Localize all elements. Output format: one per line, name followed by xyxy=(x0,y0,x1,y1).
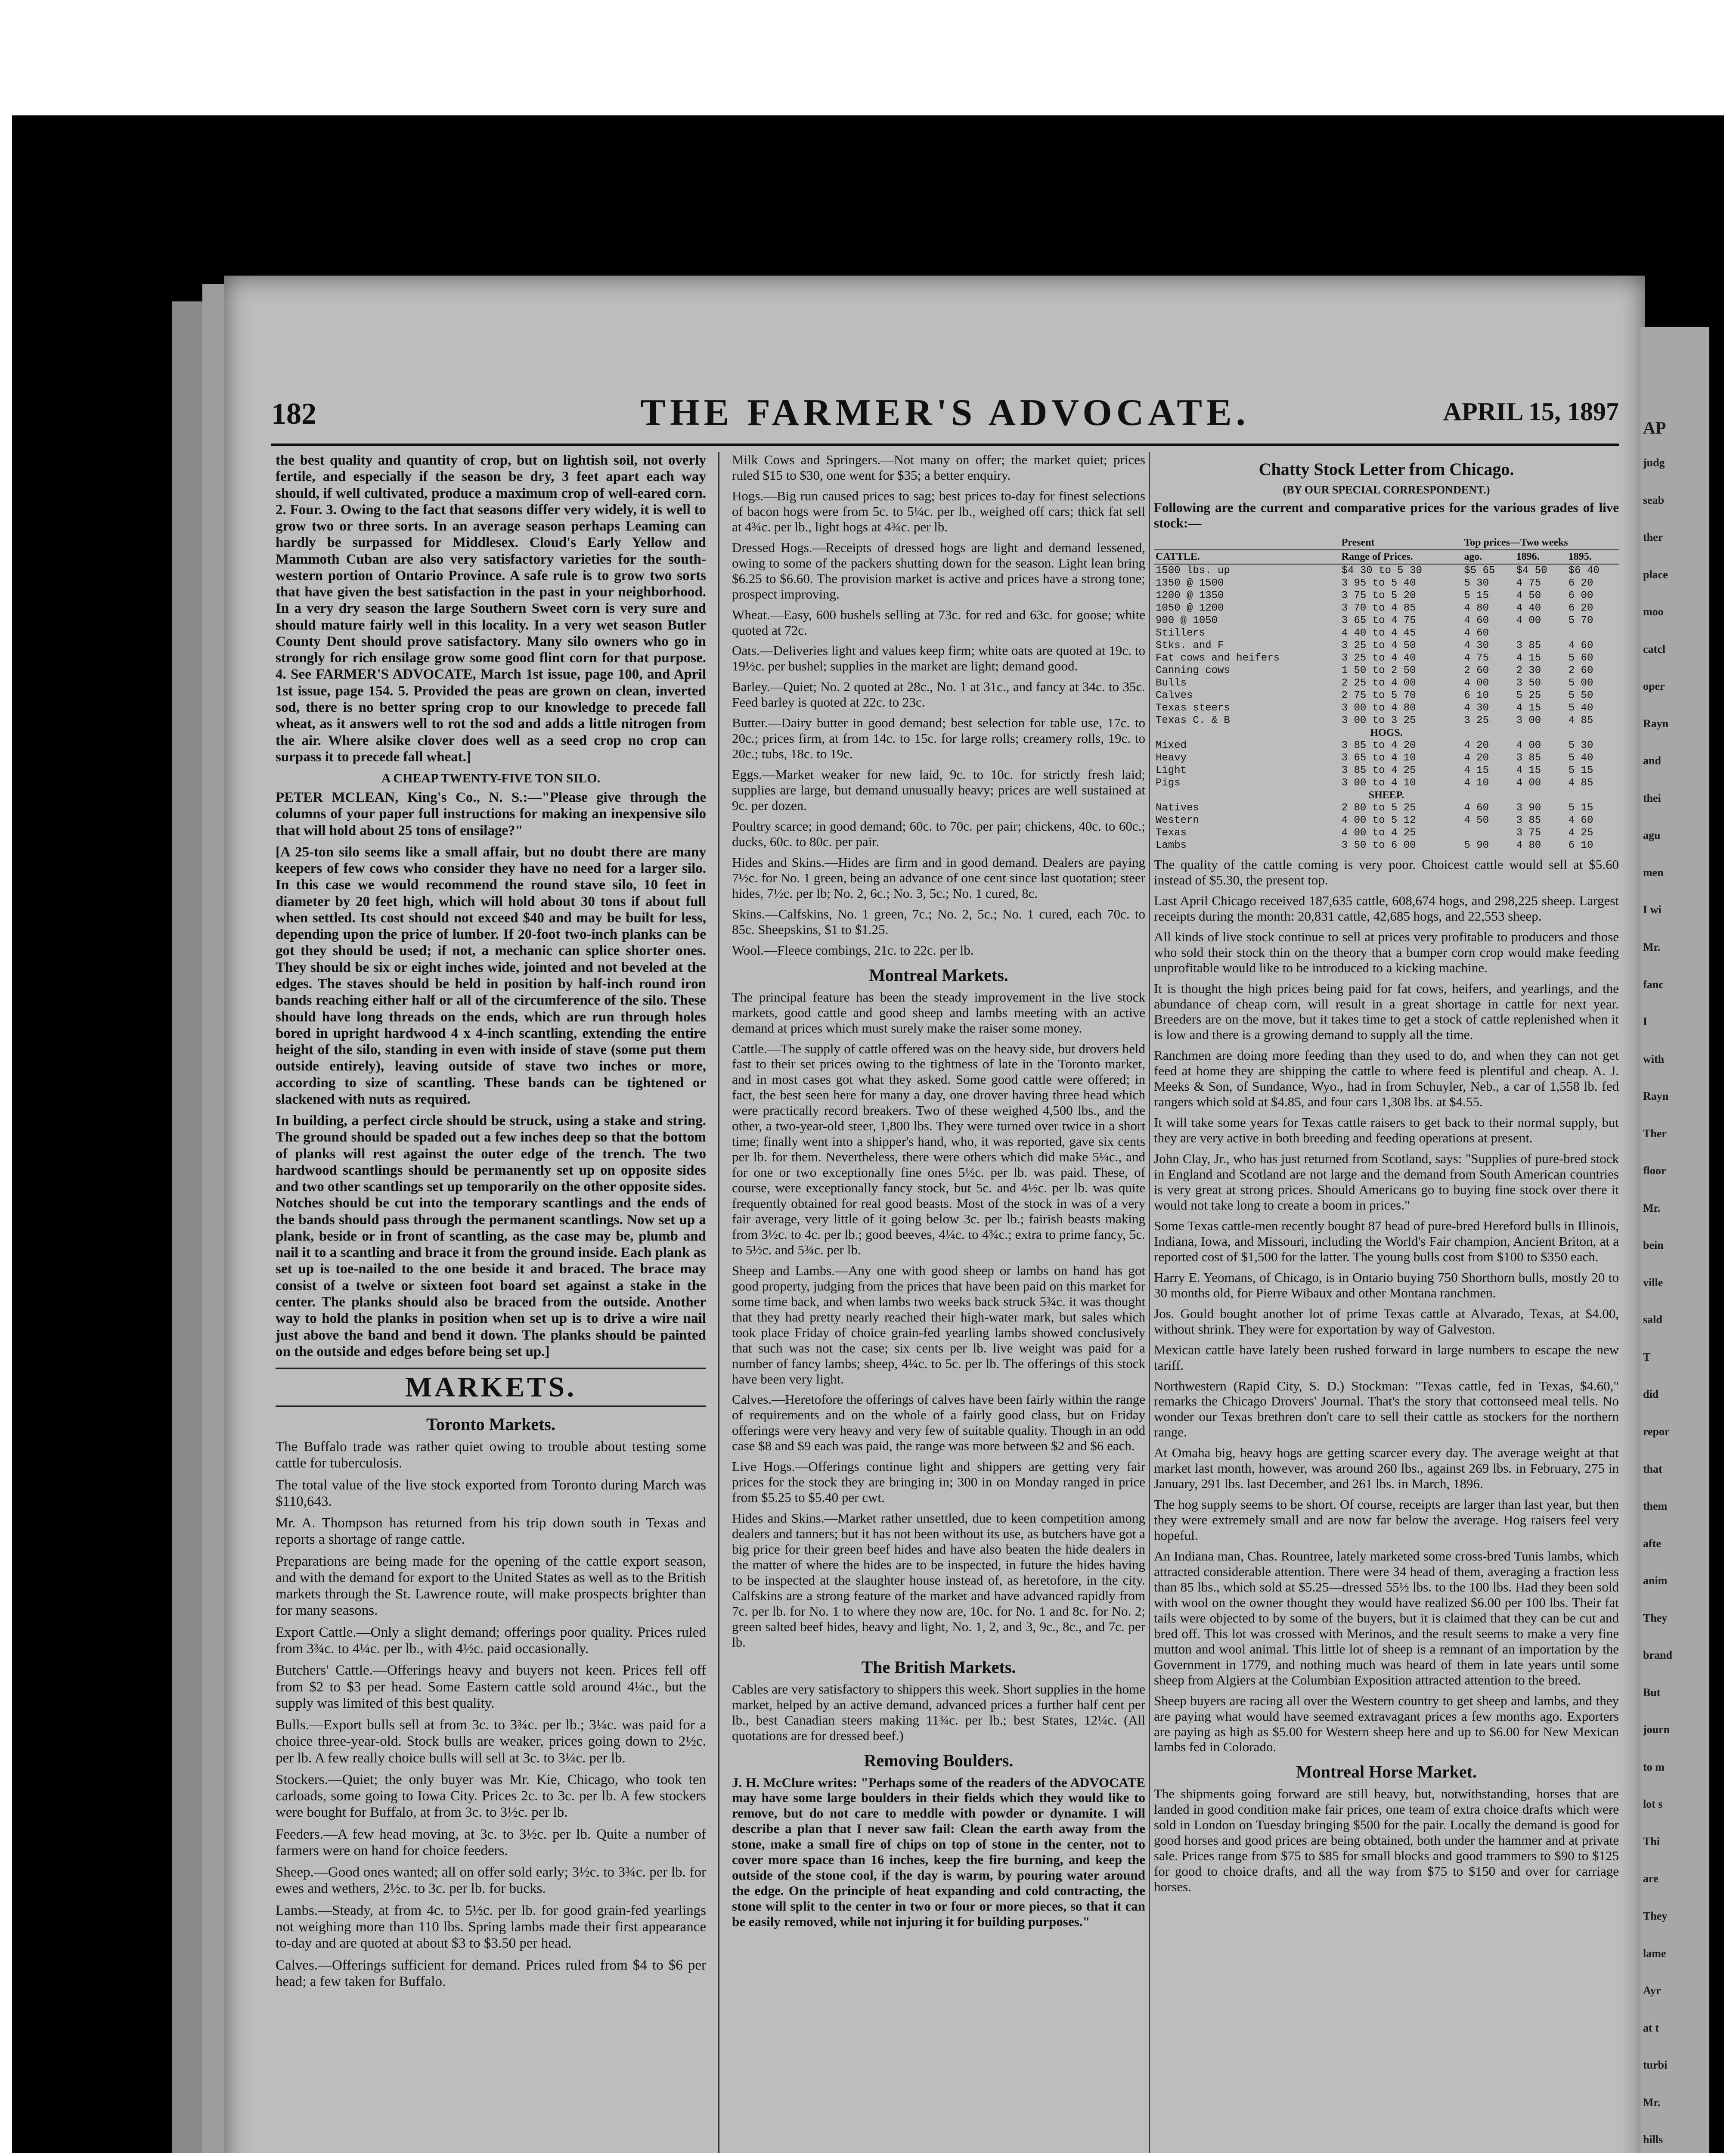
price-table-cell: 3 65 to 4 75 xyxy=(1341,614,1416,627)
adjacent-page-fragment: ther xyxy=(1643,531,1663,544)
price-table-cell: 4 85 xyxy=(1568,777,1593,789)
adjacent-page-fragment: Rayn xyxy=(1643,717,1669,730)
price-table-cell: 4 60 xyxy=(1464,627,1489,639)
price-table-cell: Mixed xyxy=(1156,739,1187,751)
removing-boulders-heading: Removing Boulders. xyxy=(864,1750,1014,1770)
article-paragraph: Bulls.—Export bulls sell at from 3c. to 3¾c. per lb.; 3¼c. was paid for a choice three-year-old. Stock bulls are weaker, prices going down to 2½c. per lb. A few really choice bulls will sell at 3c. to 3¼c. per lb. xyxy=(276,1717,706,1766)
price-table-cell: 5 30 xyxy=(1568,739,1593,751)
adjacent-page-fragment: Ayr xyxy=(1643,1984,1661,1997)
price-table-header-cell: Top prices—Two weeks xyxy=(1462,536,1619,550)
article-paragraph: Sheep and Lambs.—Any one with good sheep or lambs on hand has got good property, judging from the prices that have been paid on this market for some time back, and when lambs two weeks back struck 5¾c. it was thought that they had pretty nearly reached their high-water mark, but sales which took place Friday of choice grain-fed yearling lambs showed conclusively that such was not the case; six cents per lb. live weight was paid for a number of fancy lambs; sheep, 4¼c. to 5c. per lb. The offerings of this stock have been very light. xyxy=(732,1263,1145,1387)
adjacent-page-fragment: did xyxy=(1643,1388,1659,1401)
adjacent-page-fragment: turbi xyxy=(1643,2059,1668,2072)
price-table-cell: 3 25 xyxy=(1464,714,1489,726)
adjacent-page-fragment: repor xyxy=(1643,1425,1670,1438)
article-paragraph: Mr. A. Thompson has returned from his trip down south in Texas and reports a shortage of range cattle. xyxy=(276,1515,706,1548)
article-paragraph: Some Texas cattle-men recently bought 87 head of pure-bred Hereford bulls in Illinois, Indiana, Iowa, and Missouri, including the World's Fair champion, Ancient Briton, at a reported cost of $1,500 for the latter. The young bulls cost from $100 to $350 each. xyxy=(1154,1218,1619,1264)
chicago-letter-heading: Chatty Stock Letter from Chicago. xyxy=(1259,459,1514,479)
article-paragraph: The Buffalo trade was rather quiet owing to trouble about testing some cattle for tuberculosis. xyxy=(276,1439,706,1471)
article-paragraph: Wheat.—Easy, 600 bushels selling at 73c. for red and 63c. for goose; white quoted at 72c. xyxy=(732,607,1145,638)
price-table-cell: 3 75 to 5 20 xyxy=(1341,589,1416,602)
article-paragraph: Northwestern (Rapid City, S. D.) Stockman: "Texas cattle, fed in Texas, $4.60," remarks the Chicago Drovers' Journal. That's the story that cottonseed meal tells. No wonder our Texas brethren don't care to sell their cattle as stockers for the northern range. xyxy=(1154,1378,1619,1440)
price-table-cell: 5 15 xyxy=(1464,589,1489,602)
article-paragraph: The total value of the live stock exported from Toronto during March was $110,643. xyxy=(276,1477,706,1509)
price-table-cell: 3 95 to 5 40 xyxy=(1341,577,1416,589)
adjacent-page-fragment: brand xyxy=(1643,1649,1672,1662)
article-paragraph: Butchers' Cattle.—Offerings heavy and buyers not keen. Prices fell off from $2 to $3 per head. Some Eastern cattle sold around 4¼c., but the supply was limited of this best quality. xyxy=(276,1663,706,1711)
price-table-header-cell: 1895. xyxy=(1567,550,1619,564)
price-table-row xyxy=(1154,802,1619,814)
price-table-cell: 1350 @ 1500 xyxy=(1156,577,1224,589)
price-table-cell: 5 30 xyxy=(1464,577,1489,589)
price-table-cell: Texas C. & B xyxy=(1156,714,1230,726)
article-paragraph: The quality of the cattle coming is very poor. Choicest cattle would sell at $5.60 instead of $5.30, the present top. xyxy=(1154,856,1619,887)
adjacent-page-fragment: thei xyxy=(1643,791,1661,804)
issue-date: APRIL 15, 1897 xyxy=(1443,397,1619,426)
price-table-cell: 4 15 xyxy=(1516,702,1541,714)
chicago-letter-intro: Following are the current and comparative prices for the various grades of live stock:— xyxy=(1154,500,1619,530)
price-table-cell: Pigs xyxy=(1156,777,1181,789)
price-table-cell: 5 60 xyxy=(1568,652,1593,664)
price-table-cell: 900 @ 1050 xyxy=(1156,614,1218,627)
montreal-markets-heading: Montreal Markets. xyxy=(869,965,1008,985)
price-table-cell xyxy=(1515,627,1567,639)
adjacent-page-fragment: anim xyxy=(1643,1574,1668,1587)
article-paragraph: Barley.—Quiet; No. 2 quoted at 28c., No. 1 at 31c., and fancy at 34c. to 35c. Feed barley is quoted at 22c. to 23c. xyxy=(732,679,1145,710)
adjacent-page-fragment: lot s xyxy=(1643,1798,1663,1811)
article-paragraph: Jos. Gould bought another lot of prime Texas cattle at Alvarado, Texas, at $4.00, without shrink. They were for exportation by way of Galveston. xyxy=(1154,1306,1619,1337)
price-table-cell: 4 00 xyxy=(1516,614,1541,627)
price-table-cell: 4 20 xyxy=(1464,752,1489,764)
toronto-markets-heading: Toronto Markets. xyxy=(426,1415,555,1434)
price-table-cell: 6 20 xyxy=(1568,602,1593,614)
adjacent-page-strip xyxy=(1640,327,1709,2153)
price-table-row xyxy=(1154,577,1619,589)
price-table-row xyxy=(1154,564,1619,577)
price-table-row xyxy=(1154,827,1619,839)
price-table-cell: 3 00 to 3 25 xyxy=(1341,714,1416,726)
price-table-cell: 4 60 xyxy=(1568,814,1593,826)
toronto-markets-continued xyxy=(732,452,1145,958)
article-paragraph: Feeders.—A few head moving, at 3c. to 3½c. per lb. Quite a number of farmers were on hand for choice feeders. xyxy=(276,1826,706,1858)
article-paragraph: Stockers.—Quiet; the only buyer was Mr. Kie, Chicago, who took ten carloads, some going to Iowa City. Prices 2c. to 3c. per lb. A few stockers were bought for Buffalo, at from 3c. to 3½c. per lb. xyxy=(276,1771,706,1821)
corn-answer xyxy=(276,452,706,765)
article-paragraph: Dressed Hogs.—Receipts of dressed hogs are light and demand lessened, owing to some of the packers shutting down for the season. Light lean bring $6.25 to $6.60. The provision market is active and prices have a strong tone; prospect improving. xyxy=(732,540,1145,602)
price-table-cell: 4 80 xyxy=(1464,602,1489,614)
price-table-row xyxy=(1154,652,1619,664)
article-paragraph: The shipments going forward are still heavy, but, notwithstanding, horses that are landed in good condition make fair prices, one team of extra choice drafts which were sold in London on Tuesday bringing $500 for the pair. Locally the demand is good for good horses and good prices are being obtained, both under the hammer and at private sale. Prices range from $75 to $85 for small blocks and good trammers to $90 to $125 for good to choice drafts, and all the way from $75 to $150 and over for carriage horses. xyxy=(1154,1786,1619,1895)
page-number: 182 xyxy=(271,397,316,431)
price-table-group-label: SHEEP. xyxy=(1368,789,1404,801)
price-table-cell: 4 00 xyxy=(1516,777,1541,789)
price-table-cell: 4 40 xyxy=(1516,602,1541,614)
toronto-markets-article xyxy=(276,1439,706,1990)
british-markets-heading: The British Markets. xyxy=(861,1657,1016,1677)
price-table-cell: 4 15 xyxy=(1516,652,1541,664)
article-paragraph: Calves.—Offerings sufficient for demand. Prices ruled from $4 to $6 per head; a few taken for Buffalo. xyxy=(276,1957,706,1989)
price-table-header-cell: 1896. xyxy=(1515,550,1567,564)
price-table-header xyxy=(1154,550,1619,564)
price-table-cell: 4 50 xyxy=(1516,589,1541,602)
article-paragraph: Milk Cows and Springers.—Not many on offer; the market quiet; prices ruled $15 to $30, one went for $35; a better enquiry. xyxy=(732,452,1145,483)
adjacent-page-fragment: Thi xyxy=(1643,1835,1660,1848)
price-table-row xyxy=(1154,839,1619,852)
price-table-cell: Texas steers xyxy=(1156,702,1230,714)
article-paragraph: Harry E. Yeomans, of Chicago, is in Ontario buying 750 Shorthorn bulls, mostly 20 to 30 months old, for Pierre Wibaux and other Montana ranchmen. xyxy=(1154,1269,1619,1300)
article-paragraph: Cattle.—The supply of cattle offered was on the heavy side, but drovers held fast to their set prices owing to the tightness of late in the Toronto market, and in most cases got what they asked. Some good cattle were offered; in fact, the best seen here for many a day, one drover having three head which were practically record breakers. Two of these weighed 4,500 lbs., and the other, a two-year-old steer, 1,800 lbs. They were turned over twice in a short time; finally went into a shipper's hand, who, it was reported, gave six cents per lb. for them. Nevertheless, there were others which did make 5¼c., and for one or two exceptionally fine ones 5½c. per lb. was paid. These, of course, were exceptionally fancy stock, but 5c. and 4½c. per lb. was quite frequently obtained for real good beasts. Most of the stock in was of a very fair average, very little of it going below 3c. per lb.; fairish beasts making from 3½c. to 4c. per lb.; good beeves, 4¼c. to 4¾c.; extra to prime fancy, 5c. to 5½c. and 5¾c. per lb. xyxy=(732,1041,1145,1257)
price-table-row xyxy=(1154,727,1619,739)
price-table-header-cell: CATTLE. xyxy=(1154,550,1340,564)
price-table-cell: 3 85 xyxy=(1516,814,1541,826)
article-paragraph: Preparations are being made for the opening of the cattle export season, and with the demand for export to the United States as well as to the British markets through the St. Lawrence route, will make prospects brighter than for many seasons. xyxy=(276,1553,706,1619)
price-table-row xyxy=(1154,777,1619,789)
chicago-letter-article xyxy=(1154,857,1619,1755)
adjacent-page-fragment: They xyxy=(1643,1910,1668,1922)
article-paragraph: Mexican cattle have lately been rushed forward in large numbers to escape the new tariff. xyxy=(1154,1342,1619,1373)
column-divider-1 xyxy=(718,452,719,2153)
price-table-cell: 4 40 to 4 45 xyxy=(1341,627,1416,639)
silo-heading: A CHEAP TWENTY-FIVE TON SILO. xyxy=(381,771,601,786)
masthead-rule xyxy=(271,444,1619,446)
adjacent-page-fragment: them xyxy=(1643,1500,1668,1513)
newspaper-title: THE FARMER'S ADVOCATE. xyxy=(640,392,1250,434)
adjacent-page-fragment: But xyxy=(1643,1686,1661,1699)
article-paragraph: An Indiana man, Chas. Rountree, lately marketed some cross-bred Tunis lambs, which attracted considerable attention. There were 34 head of them, averaging a fraction less than 85 lbs., which sold at $5.25—dressed 55½ lbs. to the 100 lbs. Had they been sold with wool on the owner thought they would have realized $6.00 per 100 lbs. Their fat tails were objected to by some of the buyers, but it is claimed that they can be cut and bred off. This lot was crossed with Merinos, and the result seems to make a very fine mutton and wool animal. This little lot of sheep is a remnant of an importation by the Government in 1779, and nothing much was heard of them in late years until some sheep from Algiers at the Columbian Exposition attracted attention to the breed. xyxy=(1154,1548,1619,1688)
price-table-cell: Lambs xyxy=(1156,839,1187,851)
adjacent-page-fragment: Ther xyxy=(1643,1127,1667,1140)
adjacent-page-fragment: Rayn xyxy=(1643,1090,1669,1103)
scan-margin-right xyxy=(1724,0,1736,2153)
price-table-cell: 5 00 xyxy=(1568,677,1593,689)
price-table-row xyxy=(1154,677,1619,689)
article-paragraph: It will take some years for Texas cattle raisers to get back to their normal supply, but they are very active in both breeding and feeding operations at present. xyxy=(1154,1115,1619,1146)
price-table-cell: 4 30 xyxy=(1464,639,1489,651)
article-paragraph: Sheep.—Good ones wanted; all on offer sold early; 3½c. to 3¾c. per lb. for ewes and wethers, 2½c. to 3c. per lb. for bucks. xyxy=(276,1864,706,1897)
adjacent-page-header: AP xyxy=(1643,418,1666,437)
adjacent-page-fragment: afte xyxy=(1643,1537,1661,1550)
article-paragraph: Live Hogs.—Offerings continue light and shippers are getting very fair prices for the stock they are bringing in; 300 in on Monday ranged in price from $5.25 to $5.40 per cwt. xyxy=(732,1459,1145,1505)
article-paragraph: Export Cattle.—Only a slight demand; offerings poor quality. Prices ruled from 3¾c. to 4¼c. per lb., with 4½c. paid occasionally. xyxy=(276,1624,706,1657)
price-table-row xyxy=(1154,664,1619,677)
article-paragraph: It is thought the high prices being paid for fat cows, heifers, and yearlings, and the abundance of cheap corn, will result in a great shortage in cattle for next year. Breeders are on the move, but it takes time to get a stock of cattle replenished when it is low and there is a growing demand to supply all the time. xyxy=(1154,980,1619,1042)
price-table-cell: 5 50 xyxy=(1568,689,1593,701)
price-table-header-cell: Range of Prices. xyxy=(1340,550,1463,564)
price-table-row xyxy=(1154,752,1619,764)
price-table-cell: 4 00 to 4 25 xyxy=(1341,827,1416,839)
adjacent-page-fragment: journ xyxy=(1643,1723,1670,1736)
price-table-cell: 4 15 xyxy=(1464,764,1489,776)
adjacent-page-fragment: place xyxy=(1643,568,1668,581)
article-paragraph: Cables are very satisfactory to shippers this week. Short supplies in the home market, helped by an active demand, advanced prices a further half cent per lb., best Canadian steers making 11¾c. per lb.; best States, 12¼c. (All quotations are for dressed beef.) xyxy=(732,1681,1145,1743)
price-table-cell: 1 50 to 2 50 xyxy=(1341,664,1416,676)
article-paragraph: J. H. McClure writes: "Perhaps some of the readers of the ADVOCATE may have some large boulders in their fields which they would like to remove, but do not care to meddle with powder or dynamite. I will describe a plan that I never saw fail: Clean the earth away from the stone, make a small fire of chips on top of stone in the center, not to cover more space than 16 inches, keep the fire burning, and keep the outside of the stone cool, if the day is warm, by pouring water around the edge. On the principle of heat expanding and cold contracting, the stone will split to the center in two or four or more pieces, so that it can be easily removed, while not injuring it for building purposes." xyxy=(732,1775,1145,1930)
price-table-cell: 4 60 xyxy=(1464,614,1489,627)
scan-margin-left xyxy=(0,0,12,2153)
article-paragraph: Last April Chicago received 187,635 cattle, 608,674 hogs, and 298,225 sheep. Largest receipts during the month: 20,831 cattle, 42,685 hogs, and 22,553 sheep. xyxy=(1154,893,1619,924)
price-table-cell: 6 10 xyxy=(1464,689,1489,701)
price-table-cell: 3 50 xyxy=(1516,677,1541,689)
article-paragraph: All kinds of live stock continue to sell at prices very profitable to producers and those who sold their stock thin on the theory that a bumper corn crop would make feeding unprofitable would like to be introduced to a kicking machine. xyxy=(1154,929,1619,975)
adjacent-page-fragment: Mr. xyxy=(1643,2096,1661,2109)
price-table-cell: 2 80 to 5 25 xyxy=(1341,802,1416,814)
live-stock-price-table xyxy=(1154,536,1619,852)
price-table-cell: 1500 lbs. up xyxy=(1156,565,1230,577)
price-table-cell: 2 60 xyxy=(1568,664,1593,676)
price-table-group-header xyxy=(1154,536,1619,550)
adjacent-page-fragment: and xyxy=(1643,754,1661,767)
adjacent-page-fragment: Mr. xyxy=(1643,941,1661,953)
price-table-cell: 3 90 xyxy=(1516,802,1541,814)
adjacent-page-fragment: moo xyxy=(1643,605,1664,618)
article-paragraph: Skins.—Calfskins, No. 1 green, 7c.; No. 2, 5c.; No. 1 cured, each 70c. to 85c. Sheepskins, $1 to $1.25. xyxy=(732,906,1145,937)
price-table-cell: 3 85 to 4 20 xyxy=(1341,739,1416,751)
adjacent-page-fragment: catcl xyxy=(1643,642,1665,655)
price-table-cell: Canning cows xyxy=(1156,664,1230,676)
article-paragraph: Butter.—Dairy butter in good demand; best selection for table use, 17c. to 20c.; prices firm, at from 14c. to 15c. for large rolls; creamery rolls, 19c. to 20c.; tubs, 18c. to 19c. xyxy=(732,715,1145,762)
price-table-cell: 1050 @ 1200 xyxy=(1156,602,1224,614)
column-divider-2 xyxy=(1149,452,1150,2153)
adjacent-page-fragment: ville xyxy=(1643,1276,1663,1289)
price-table-cell: Calves xyxy=(1156,689,1193,701)
article-paragraph: the best quality and quantity of crop, but on lightish soil, not overly fertile, and especially if the season be dry, 3 feet apart each way should, if well cultivated, produce a maximum crop of well-eared corn. 2. Four. 3. Owing to the fact that seasons differ very widely, it is well to grow two or three sorts. In an average season perhaps Leaming can hardly be surpassed for Middlesex. Cloud's Early Yellow and Mammoth Cuban are also very satisfactory varieties for the south-western portion of Ontario Province. A safe rule is to grow two sorts that have given the best satisfaction in the past in your neighborhood. In a very dry season the large Southern Sweet corn is very sure and should mature fairly well in this locality. In a very wet season Butler County Dent should prove satisfactory. Many silo owners who go in strongly for rich ensilage grow some good flint corn for that purpose. 4. See FARMER'S ADVOCATE, March 1st issue, page 100, and April 1st issue, page 154. 5. Provided the peas are grown on clean, inverted sod, there is no better spring crop to our knowledge to precede fall wheat, as it answers well to rot the sod and adds a little nitrogen from the air. Where alsike clover does well as a seed crop no crop can surpass it to precede fall wheat.] xyxy=(276,453,706,765)
markets-heading: MARKETS. xyxy=(276,1368,706,1407)
price-table-cell: 4 00 xyxy=(1464,677,1489,689)
price-table-header-cell: Present xyxy=(1340,536,1463,550)
price-table-cell: 4 75 xyxy=(1464,652,1489,664)
adjacent-page-fragment: oper xyxy=(1643,680,1665,693)
price-table-row xyxy=(1154,814,1619,827)
price-table-cell: 2 25 to 4 00 xyxy=(1341,677,1416,689)
scan-margin-top xyxy=(0,0,1736,115)
price-table-cell: 6 20 xyxy=(1568,577,1593,589)
price-table-cell: Stillers xyxy=(1156,627,1206,639)
article-paragraph: At Omaha big, heavy hogs are getting scarcer every day. The average weight at that market last month, however, was around 260 lbs., against 269 lbs. in February, 275 in January, 291 lbs. last December, and 261 lbs. in March, 1896. xyxy=(1154,1445,1619,1492)
price-table-cell: 4 60 xyxy=(1568,639,1593,651)
adjacent-page-fragment: bein xyxy=(1643,1239,1664,1252)
price-table-cell: 4 00 xyxy=(1516,739,1541,751)
article-paragraph: PETER MCLEAN, King's Co., N. S.:—"Please give through the columns of your paper full instructions for making an inexpensive silo that will hold about 25 tons of ensilage?" xyxy=(276,790,706,838)
price-table-row xyxy=(1154,702,1619,714)
price-table-group-label: HOGS. xyxy=(1370,727,1403,738)
adjacent-page-fragment: hills xyxy=(1643,2133,1663,2146)
price-table-row xyxy=(1154,627,1619,639)
price-table-cell: $4 50 xyxy=(1516,565,1547,577)
article-paragraph: Oats.—Deliveries light and values keep firm; white oats are quoted at 19c. to 19½c. per bushel; supplies in the market are light; demand good. xyxy=(732,643,1145,674)
masthead xyxy=(271,388,1619,439)
column-2 xyxy=(732,452,1145,2153)
price-table-cell: 4 60 xyxy=(1464,802,1489,814)
price-table-cell: 2 30 xyxy=(1516,664,1541,676)
silo-article xyxy=(276,789,706,1360)
price-table-header-cell: ago. xyxy=(1462,550,1514,564)
adjacent-page-fragment: are xyxy=(1643,1872,1658,1885)
price-table-cell: 2 75 to 5 70 xyxy=(1341,689,1416,701)
price-table-cell: 3 85 to 4 25 xyxy=(1341,764,1416,776)
article-paragraph: Eggs.—Market weaker for new laid, 9c. to 10c. for strictly fresh laid; supplies are large, but demand unusually heavy; prices are well sustained at 9c. per dozen. xyxy=(732,767,1145,813)
price-table-cell: 3 50 to 6 00 xyxy=(1341,839,1416,851)
article-paragraph: Lambs.—Steady, at from 4c. to 5½c. per lb. for good grain-fed yearlings not weighing more than 110 lbs. Spring lambs made their first appearance to-day and are quoted at about $3 to $3.50 per head. xyxy=(276,1902,706,1951)
price-table-row xyxy=(1154,714,1619,727)
article-paragraph: The hog supply seems to be short. Of course, receipts are larger than last year, but then they were extremely small and are now far below the average. Hog raisers feel very hopeful. xyxy=(1154,1497,1619,1543)
price-table-cell: 4 50 xyxy=(1464,814,1489,826)
price-table-cell: Bulls xyxy=(1156,677,1187,689)
price-table-cell: 4 00 to 5 12 xyxy=(1341,814,1416,826)
adjacent-page-fragment: floor xyxy=(1643,1164,1666,1177)
price-table-cell: Texas xyxy=(1156,827,1187,839)
price-table-cell: 5 15 xyxy=(1568,802,1593,814)
article-paragraph: Hides and Skins.—Market rather unsettled, due to keen competition among dealers and tanners; but it has not been without its use, as butchers have got a big price for their green beef hides and have also beaten the hide dealers in the matter of where the hides are to be inspected, in future the hides having to be inspected at the slaughter house instead of, as heretofore, in the city. Calfskins are a strong feature of the market and have advanced rapidly from 7c. per lb. for No. 1 to where they now are, 10c. for No. 1 and 8c. for No. 2; green salted beef hides, heavy and light, No. 1, 2, and 3, 9c., 8c., and 7c. per lb. xyxy=(732,1511,1145,1650)
montreal-horse-market-article xyxy=(1154,1786,1619,1895)
adjacent-page-fragment: I wi xyxy=(1643,903,1662,916)
price-table-cell: Natives xyxy=(1156,802,1199,814)
price-table-cell: 3 25 to 4 50 xyxy=(1341,639,1416,651)
price-table-cell: 4 20 xyxy=(1464,739,1489,751)
adjacent-page-fragment: fanc xyxy=(1643,978,1664,991)
price-table-cell: $6 40 xyxy=(1568,565,1600,577)
price-table-cell: 5 70 xyxy=(1568,614,1593,627)
adjacent-page-fragment: judg xyxy=(1643,456,1665,469)
british-markets-article xyxy=(732,1681,1145,1743)
price-table-cell: 3 00 xyxy=(1516,714,1541,726)
price-table-cell: Western xyxy=(1156,814,1199,826)
price-table-cell: Light xyxy=(1156,764,1187,776)
price-table-cell: Heavy xyxy=(1156,752,1187,764)
price-table-cell: 6 00 xyxy=(1568,589,1593,602)
price-table-row xyxy=(1154,689,1619,702)
price-table-row xyxy=(1154,589,1619,602)
price-table-cell: 4 15 xyxy=(1516,764,1541,776)
price-table-cell: $5 65 xyxy=(1464,565,1495,577)
adjacent-page-fragment: to m xyxy=(1643,1760,1665,1773)
article-paragraph: Hogs.—Big run caused prices to sag; best prices to-day for finest selections of bacon hogs were from 5c. to 5¼c. per lb., weighed off cars; thick fat sell at 4¾c. per lb., light hogs at 4¾c. per lb. xyxy=(732,488,1145,534)
adjacent-page-fragment: at t xyxy=(1643,2021,1659,2034)
price-table-cell: 3 65 to 4 10 xyxy=(1341,752,1416,764)
price-table-cell: 5 15 xyxy=(1568,764,1593,776)
price-table-cell: 3 00 to 4 80 xyxy=(1341,702,1416,714)
price-table-cell: 4 80 xyxy=(1516,839,1541,851)
price-table-cell: 3 25 to 4 40 xyxy=(1341,652,1416,664)
price-table-cell: 6 10 xyxy=(1568,839,1593,851)
price-table-row xyxy=(1154,602,1619,614)
adjacent-page-fragment: agu xyxy=(1643,829,1661,842)
article-paragraph: The principal feature has been the steady improvement in the live stock markets, good cattle and good sheep and lambs meeting with an active demand at prices which must surely make the raiser some money. xyxy=(732,989,1145,1036)
column-1 xyxy=(276,452,706,2153)
price-table-cell: $4 30 to 5 30 xyxy=(1341,565,1422,577)
price-table-row xyxy=(1154,764,1619,777)
price-table-cell: 3 75 xyxy=(1516,827,1541,839)
adjacent-page-fragment: T xyxy=(1643,1350,1651,1363)
price-table-header-cell xyxy=(1154,536,1340,550)
adjacent-page-fragment: Mr. xyxy=(1643,1201,1661,1214)
chicago-letter-byline: (BY OUR SPECIAL CORRESPONDENT.) xyxy=(1283,484,1490,496)
price-table-cell: 4 30 xyxy=(1464,702,1489,714)
montreal-markets-article xyxy=(732,990,1145,1650)
price-table-row xyxy=(1154,789,1619,802)
price-table-cell: 3 00 to 4 10 xyxy=(1341,777,1416,789)
price-table-cell: 2 60 xyxy=(1464,664,1489,676)
article-paragraph: John Clay, Jr., who has just returned from Scotland, says: "Supplies of pure-bred stock in England and Scotland are not large and the demand from South American countries is very great at strong prices. Should Americans go to buying fine stock over there it would not take long to create a boom in prices." xyxy=(1154,1151,1619,1213)
price-table-row xyxy=(1154,739,1619,752)
price-table-cell: 3 85 xyxy=(1516,639,1541,651)
adjacent-page-fragment: seab xyxy=(1643,493,1665,506)
montreal-horse-market-heading: Montreal Horse Market. xyxy=(1296,1762,1477,1782)
article-paragraph: Hides and Skins.—Hides are firm and in good demand. Dealers are paying 7½c. for No. 1 green, being an advance of one cent since last quotation; steer hides, 7½c. per lb; No. 2, 6c.; No. 3, 5c.; No. 1 cured, 8c. xyxy=(732,854,1145,901)
price-table-cell: Stks. and F xyxy=(1156,639,1224,651)
article-paragraph: Wool.—Fleece combings, 21c. to 22c. per lb. xyxy=(732,942,974,958)
price-table-cell: 1200 @ 1350 xyxy=(1156,589,1224,602)
article-paragraph: In building, a perfect circle should be struck, using a stake and string. The ground should be spaded out a few inches deep so that the bottom of planks will rest against the outer edge of the trench. The two hardwood scantlings should be permanently set up on opposite sides and two other scantlings set up temporarily on the other opposite sides. Notches should be cut into the temporary scantlings and the ends of the bands should pass through the permanent scantlings. Now set up a plank, beside or in front of scantling, as the case may be, plumb and nail it to a scantling and brace it from the ground inside. Each plank as set up is toe-nailed to the one beside it and braced. The brace may consist of a twelve or sixteen foot board set against a stake in the center. The planks should also be braced from the outside. Another way to hold the planks in position when set up is to drive a wire nail just above the band and bend it down. The planks should be painted on the outside and edges before being set up.] xyxy=(276,1113,706,1359)
article-paragraph: Calves.—Heretofore the offerings of calves have been fairly within the range of requirements and on the whole of a fairly good class, but on Friday offerings were very heavy and very few of suitable quality. Though in an odd case $8 and $9 each was paid, the range was more between $2 and $6 each. xyxy=(732,1392,1145,1454)
price-table-cell: 4 75 xyxy=(1516,577,1541,589)
article-paragraph: Sheep buyers are racing all over the Western country to get sheep and lambs, and they are paying what would have seemed extravagant prices a few months ago. Exporters are paying as high as $5.00 for Western sheep here and up to $6.00 for New Mexican lambs fed in Colorado. xyxy=(1154,1693,1619,1755)
column-3 xyxy=(1154,452,1619,2153)
price-table-cell: 4 10 xyxy=(1464,777,1489,789)
price-table-cell: 5 40 xyxy=(1568,702,1593,714)
price-table-cell: 5 25 xyxy=(1516,689,1541,701)
adjacent-page-fragment: that xyxy=(1643,1462,1662,1475)
price-table-body xyxy=(1154,564,1619,852)
adjacent-page-fragment: men xyxy=(1643,866,1664,879)
article-paragraph: Ranchmen are doing more feeding than they used to do, and when they can not get feed at home they are shipping the cattle to where feed is plentiful and cheap. A. J. Meeks & Son, of Sundance, Wyo., had in from Schuyler, Neb., a car of 1,558 lb. fed rangers which sold at $4.85, and four cars 1,308 lbs. at $4.55. xyxy=(1154,1048,1619,1110)
price-table-cell: Fat cows and heifers xyxy=(1156,652,1280,664)
adjacent-page-fragment: sald xyxy=(1643,1313,1662,1326)
price-table-row xyxy=(1154,639,1619,652)
price-table-cell: 5 90 xyxy=(1464,839,1489,851)
removing-boulders-article xyxy=(732,1775,1145,1930)
adjacent-page-fragment: lame xyxy=(1643,1947,1666,1960)
price-table-cell xyxy=(1567,627,1619,639)
price-table-cell: 4 85 xyxy=(1568,714,1593,726)
price-table-cell: 3 85 xyxy=(1516,752,1541,764)
price-table-cell xyxy=(1462,827,1514,839)
article-paragraph: Poultry scarce; in good demand; 60c. to 70c. per pair; chickens, 40c. to 60c.; ducks, 60c. to 80c. per pair. xyxy=(732,819,1145,849)
article-paragraph: [A 25-ton silo seems like a small affair, but no doubt there are many keepers of few cows who consider they have no need for a larger silo. In this case we would recommend the round stave silo, 10 feet in diameter by 20 feet high, which will hold about 30 tons if about full when settled. Its cost should not exceed $40 and may be built for less, depending upon the price of lumber. If 20-foot two-inch planks can be got they should be used; if not, a mechanic can splice shorter ones. They should be six or eight inches wide, jointed and not beveled at the edges. The staves should be held in position by half-inch round iron bands reaching either half or all of the circumference of the silo. These should have long threads on the ends, which are run through holes bored in upright hardwood 4 x 4-inch scantling, extending the entire height of the silo, standing in even with inside of stave (some put them outside entirely), leaving outside of stave two inches or more, according to size of scantling. These bands can be tightened or slackened with nuts as required. xyxy=(276,844,706,1107)
adjacent-page-fragment: They xyxy=(1643,1611,1668,1624)
price-table-cell: 4 25 xyxy=(1568,827,1593,839)
adjacent-page-fragment: with xyxy=(1643,1052,1665,1065)
price-table-cell: 3 70 to 4 85 xyxy=(1341,602,1416,614)
price-table-cell: 5 40 xyxy=(1568,752,1593,764)
price-table-row xyxy=(1154,614,1619,627)
adjacent-page-fragment: I xyxy=(1643,1015,1648,1028)
